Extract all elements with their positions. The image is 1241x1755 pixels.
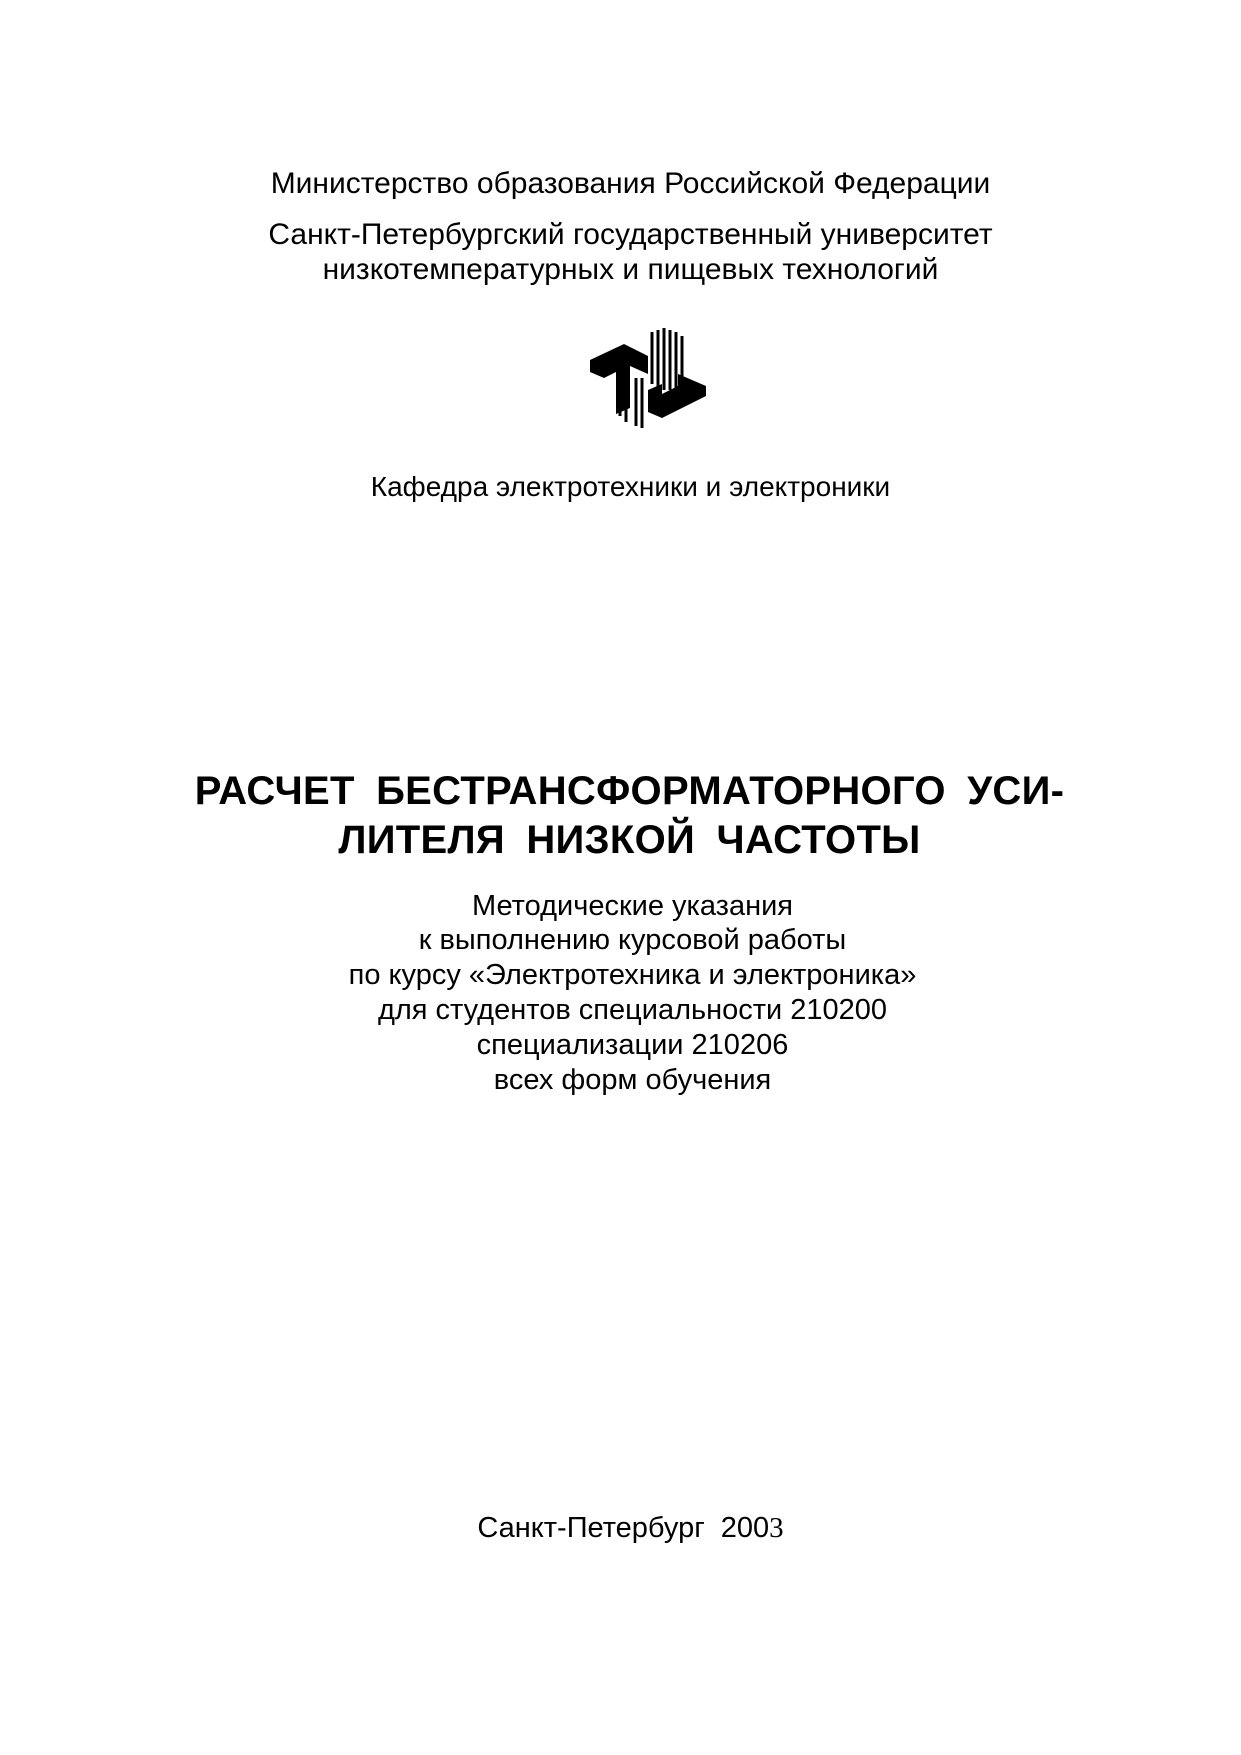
publication-year-start: 200 (720, 1512, 770, 1544)
subtitle-line4: для студентов специальности 210200 (377, 994, 888, 1026)
subtitle-line6: всех форм обучения (493, 1064, 772, 1096)
subtitle-line1: Методические указания (472, 890, 793, 922)
publication-city: Санкт-Петербург (477, 1512, 705, 1544)
document-title-line2: ЛИТЕЛЯ НИЗКОЙ ЧАСТОТЫ (338, 818, 921, 862)
subtitle-line2: к выполнению курсовой работы (418, 924, 847, 956)
university-name-line1: Санкт-Петербургский государственный университет (268, 218, 993, 251)
subtitle-line5: специализации 210206 (476, 1029, 789, 1061)
publication-place-year (10, 1510, 1241, 1546)
subtitle-line3: по курсу «Электротехника и электроника» (348, 959, 917, 991)
department-name: Кафедра электротехники и электроники (370, 471, 891, 502)
document-title-line1: РАСЧЕТ БЕСТРАНСФОРМАТОРНОГО УСИ- (194, 769, 1065, 813)
university-emblem-icon (590, 328, 706, 430)
ministry-name: Министерство образования Российской Федерации (270, 167, 991, 200)
publication-year-end: 3 (769, 1512, 784, 1544)
university-name-line2: низкотемпературных и пищевых технологий (322, 253, 939, 286)
